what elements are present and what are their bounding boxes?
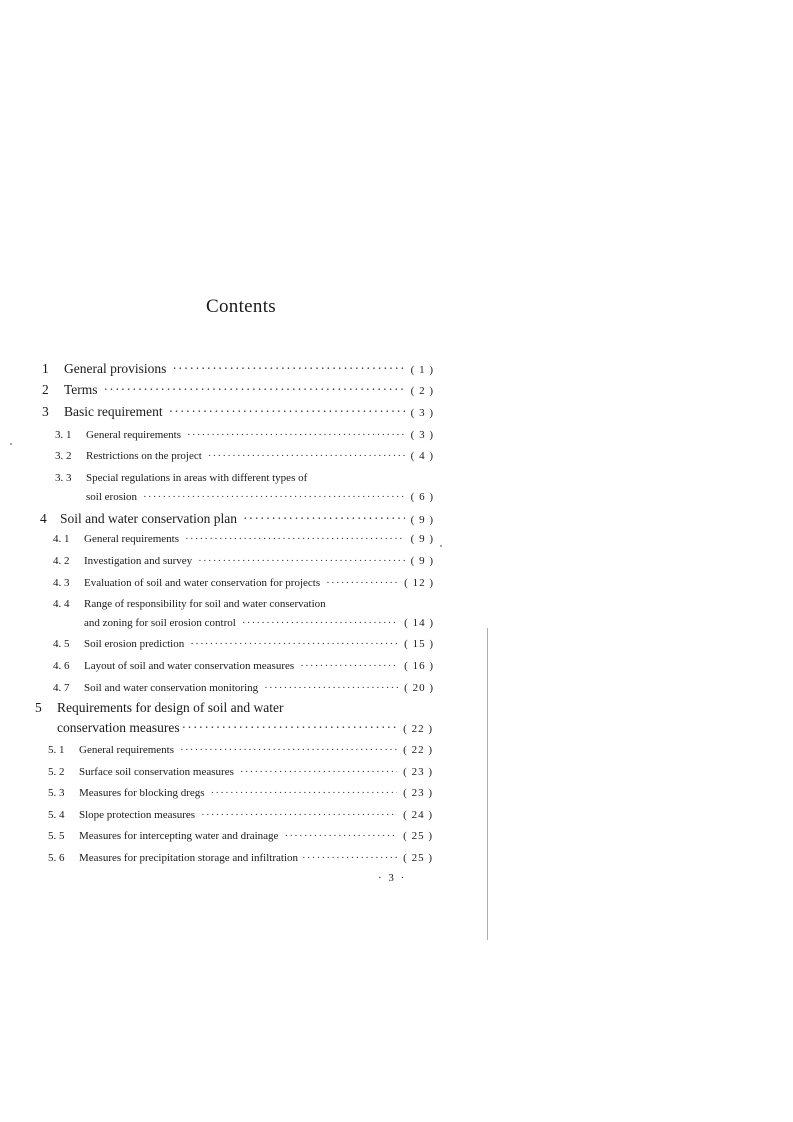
toc-entry-page: ( 14 ) bbox=[404, 617, 434, 629]
scan-speck bbox=[10, 443, 12, 445]
toc-entry-4-7[interactable] bbox=[53, 682, 434, 694]
toc-entry-5-4[interactable] bbox=[48, 809, 433, 821]
toc-entry-number: 3. 1 bbox=[55, 429, 72, 441]
toc-entry-page: ( 22 ) bbox=[403, 723, 433, 735]
dot-leader bbox=[302, 852, 397, 864]
toc-entry-title: soil erosion bbox=[86, 491, 138, 503]
dot-leader bbox=[242, 617, 398, 629]
toc-entry-title: Measures for intercepting water and drainage bbox=[79, 830, 279, 842]
dot-leader bbox=[172, 361, 404, 377]
toc-entry-number: 5. 5 bbox=[48, 830, 65, 842]
dot-leader bbox=[182, 720, 398, 736]
dot-leader bbox=[211, 787, 398, 799]
page-title: Contents bbox=[206, 296, 276, 317]
toc-entry-number: 5. 3 bbox=[48, 787, 65, 799]
toc-entry-page: ( 23 ) bbox=[403, 766, 433, 778]
toc-entry-5-5[interactable] bbox=[48, 830, 433, 842]
toc-entry-number: 4. 3 bbox=[53, 577, 70, 589]
toc-entry-2[interactable] bbox=[42, 382, 434, 398]
toc-entry-number: 4. 6 bbox=[53, 660, 70, 672]
toc-entry-title: Evaluation of soil and water conservation for projects bbox=[84, 577, 321, 589]
toc-entry-title: Slope protection measures bbox=[79, 809, 196, 821]
toc-entry-page: ( 2 ) bbox=[410, 385, 434, 397]
toc-entry-5-6[interactable] bbox=[48, 852, 433, 864]
dot-leader bbox=[104, 382, 405, 398]
toc-entry-title: Surface soil conservation measures bbox=[79, 766, 234, 778]
toc-entry-4-6[interactable] bbox=[53, 660, 434, 672]
toc-entry-4-2[interactable] bbox=[53, 555, 434, 567]
toc-entry-title: Layout of soil and water conservation measures bbox=[84, 660, 295, 672]
toc-entry-title: Soil erosion prediction bbox=[84, 638, 185, 650]
toc-entry-title: and zoning for soil erosion control bbox=[84, 617, 236, 629]
toc-entry-5-3[interactable] bbox=[48, 787, 433, 799]
dot-leader bbox=[284, 830, 397, 842]
toc-entry-page: ( 3 ) bbox=[410, 407, 434, 419]
toc-entry-title: Investigation and survey bbox=[84, 555, 193, 567]
toc-entry-page: ( 4 ) bbox=[410, 450, 434, 462]
scan-margin-line bbox=[487, 628, 488, 940]
toc-entry-number: 4. 1 bbox=[53, 533, 70, 545]
toc-entry-3-2[interactable] bbox=[55, 450, 434, 462]
toc-entry-title: Basic requirement bbox=[64, 404, 163, 419]
toc-entry-page: ( 24 ) bbox=[403, 809, 433, 821]
toc-entry-title-line1: Special regulations in areas with different types of bbox=[86, 472, 308, 484]
toc-entry-title: General provisions bbox=[64, 361, 167, 376]
toc-entry-page: ( 6 ) bbox=[410, 491, 434, 503]
toc-entry-number: 4. 4 bbox=[53, 598, 70, 610]
toc-entry-title-line1: Range of responsibility for soil and water conservation bbox=[84, 598, 326, 610]
scan-speck bbox=[440, 545, 442, 547]
toc-entry-5-2[interactable] bbox=[48, 766, 433, 778]
dot-leader bbox=[326, 577, 398, 589]
toc-entry-5-line1[interactable] bbox=[35, 700, 283, 716]
toc-entry-page: ( 12 ) bbox=[404, 577, 434, 589]
toc-entry-number: 4. 2 bbox=[53, 555, 70, 567]
toc-entry-4-3[interactable] bbox=[53, 577, 434, 589]
dot-leader bbox=[201, 809, 397, 821]
dot-leader bbox=[240, 766, 397, 778]
toc-entry-4-5[interactable] bbox=[53, 638, 434, 650]
toc-entry-number: 5. 4 bbox=[48, 809, 65, 821]
toc-entry-number: 4 bbox=[40, 511, 47, 526]
toc-entry-number: 5 bbox=[35, 700, 42, 715]
toc-entry-5[interactable] bbox=[57, 720, 433, 736]
dot-leader bbox=[180, 744, 397, 756]
toc-entry-title: Measures for precipitation storage and infiltration bbox=[79, 852, 299, 864]
dot-leader bbox=[185, 533, 405, 545]
toc-entry-page: ( 25 ) bbox=[403, 852, 433, 864]
dot-leader bbox=[143, 491, 405, 503]
toc-entry-5-1[interactable] bbox=[48, 744, 433, 756]
dot-leader bbox=[198, 555, 405, 567]
toc-entry-number: 2 bbox=[42, 382, 49, 397]
dot-leader bbox=[264, 682, 398, 694]
toc-entry-title: General requirements bbox=[86, 429, 181, 441]
toc-entry-3-3-line1[interactable] bbox=[55, 472, 307, 484]
toc-entry-page: ( 23 ) bbox=[403, 787, 433, 799]
toc-entry-page: ( 15 ) bbox=[404, 638, 434, 650]
toc-entry-page: ( 9 ) bbox=[410, 555, 434, 567]
toc-entry-4-1[interactable] bbox=[53, 533, 434, 545]
toc-entry-number: 4. 7 bbox=[53, 682, 70, 694]
dot-leader bbox=[243, 511, 405, 527]
toc-entry-4[interactable] bbox=[40, 511, 434, 527]
toc-entry-number: 5. 6 bbox=[48, 852, 65, 864]
toc-entry-3[interactable] bbox=[42, 404, 434, 420]
dot-leader bbox=[187, 429, 405, 441]
toc-entry-title: Soil and water conservation plan bbox=[60, 511, 237, 526]
toc-entry-number: 4. 5 bbox=[53, 638, 70, 650]
toc-entry-number: 3. 2 bbox=[55, 450, 72, 462]
dot-leader bbox=[190, 638, 398, 650]
toc-entry-title: General requirements bbox=[84, 533, 179, 545]
dot-leader bbox=[300, 660, 398, 672]
toc-entry-3-3[interactable] bbox=[86, 491, 434, 503]
toc-entry-title-line1: Requirements for design of soil and water bbox=[57, 700, 284, 715]
toc-entry-page: ( 25 ) bbox=[403, 830, 433, 842]
toc-entry-title: Restrictions on the project bbox=[86, 450, 202, 462]
toc-entry-title: General requirements bbox=[79, 744, 174, 756]
toc-entry-number: 5. 1 bbox=[48, 744, 65, 756]
dot-leader bbox=[208, 450, 405, 462]
toc-entry-page: ( 9 ) bbox=[410, 533, 434, 545]
toc-entry-page: ( 3 ) bbox=[410, 429, 434, 441]
toc-entry-number: 3. 3 bbox=[55, 472, 72, 484]
toc-entry-number: 5. 2 bbox=[48, 766, 65, 778]
toc-entry-title: Measures for blocking dregs bbox=[79, 787, 205, 799]
toc-entry-title: Terms bbox=[64, 382, 98, 397]
toc-entry-4-4-line1[interactable] bbox=[53, 598, 326, 610]
toc-entry-page: ( 22 ) bbox=[403, 744, 433, 756]
page-number: · 3 · bbox=[378, 872, 407, 884]
toc-entry-page: ( 9 ) bbox=[410, 514, 434, 526]
toc-entry-title: Soil and water conservation monitoring bbox=[84, 682, 259, 694]
toc-entry-4-4[interactable] bbox=[84, 617, 434, 629]
toc-entry-3-1[interactable] bbox=[55, 429, 434, 441]
toc-entry-page: ( 16 ) bbox=[404, 660, 434, 672]
toc-entry-1[interactable] bbox=[42, 361, 434, 377]
toc-entry-title: conservation measures bbox=[57, 720, 180, 735]
toc-entry-number: 1 bbox=[42, 361, 49, 376]
dot-leader bbox=[169, 404, 405, 420]
toc-entry-page: ( 20 ) bbox=[404, 682, 434, 694]
toc-entry-page: ( 1 ) bbox=[410, 364, 434, 376]
toc-entry-number: 3 bbox=[42, 404, 49, 419]
